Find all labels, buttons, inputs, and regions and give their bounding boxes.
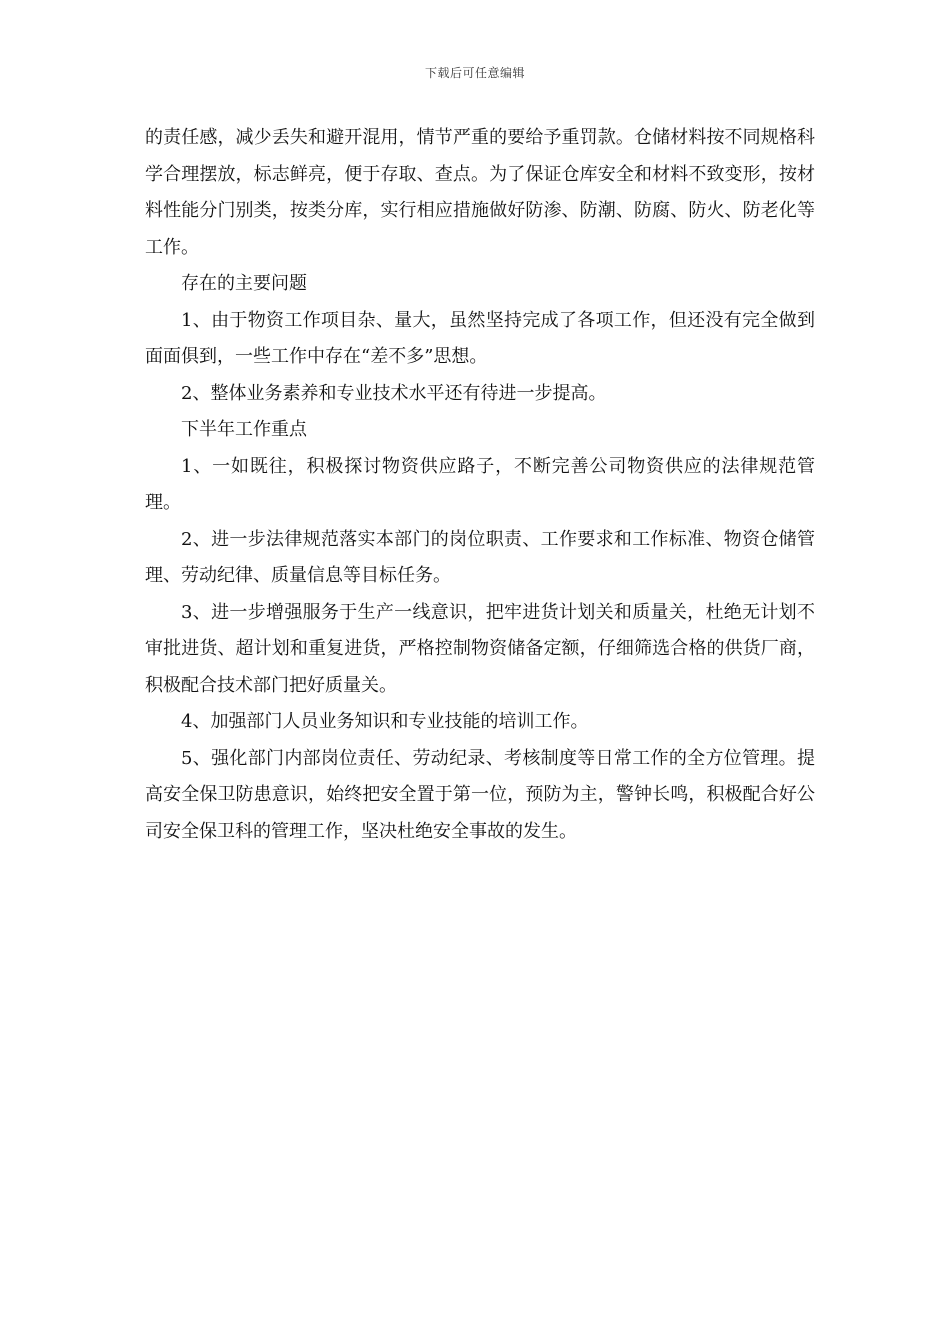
paragraph-continuation: 的责任感，减少丢失和避开混用，情节严重的要给予重罚款。仓储材料按不同规格科学合理摆放，标志鲜亮，便于存取、查点。为了保证仓库安全和材料不致变形，按材料性能分门别类，按类分库，实行相应措施做好防渗、防潮、防腐、防火、防老化等工作。 [145,127,815,258]
focus-item-3: 3、进一步增强服务于生产一线意识，把牢进货计划关和质量关，杜绝无计划不审批进货、超计划和重复进货，严格控制物资储备定额，仔细筛选合格的供货厂商，积极配合技术部门把好质量关。 [145,601,815,696]
page-header: 下载后可任意编辑 [424,66,525,80]
problem-item-2: 2、整体业务素养和专业技术水平还有待进一步提高。 [181,382,607,404]
section-heading-main-problems: 存在的主要问题 [181,273,307,294]
section-heading-second-half-focus: 下半年工作重点 [181,419,307,440]
problem-item-1: 1、由于物资工作项目杂、量大，虽然坚持完成了各项工作，但还没有完全做到面面俱到，一些工作中存在“差不多”思想。 [145,309,815,367]
document-body [145,120,815,850]
focus-item-1: 1、一如既往，积极探讨物资供应路子，不断完善公司物资供应的法律规范管理。 [145,455,815,513]
focus-item-5: 5、强化部门内部岗位责任、劳动纪录、考核制度等日常工作的全方位管理。提高安全保卫防患意识，始终把安全置于第一位，预防为主，警钟长鸣，积极配合好公司安全保卫科的管理工作，坚决杜绝安全事故的发生。 [145,747,815,842]
focus-item-2: 2、进一步法律规范落实本部门的岗位职责、工作要求和工作标准、物资仓储管理、劳动纪律、质量信息等目标任务。 [145,528,815,586]
focus-item-4: 4、加强部门人员业务知识和专业技能的培训工作。 [181,711,589,732]
